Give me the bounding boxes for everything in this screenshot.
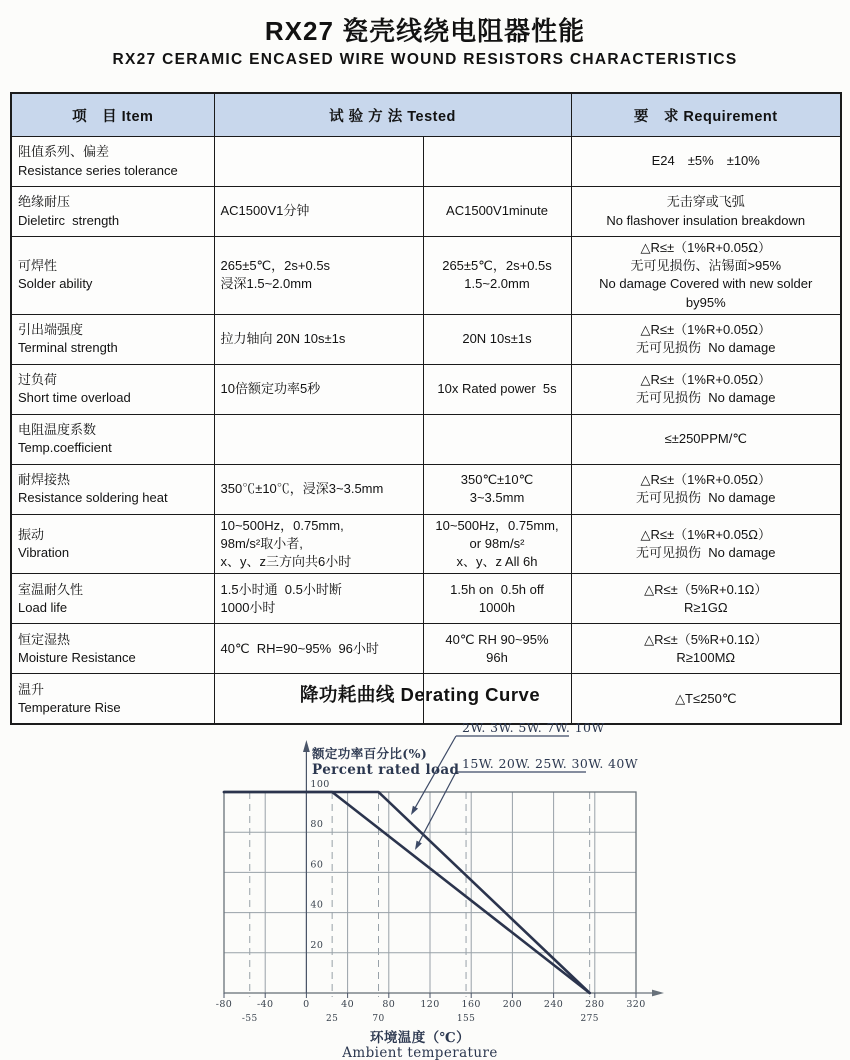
cell-line: 350℃±10℃	[460, 472, 534, 488]
x-axis-title-cn: 环境温度（℃）	[370, 1030, 470, 1046]
y-tick-label: 20	[310, 939, 324, 951]
cell-line: 振动	[18, 526, 45, 542]
cell-line: 无可见损伤 No damage	[636, 340, 776, 356]
page-subtitle: RX27 CERAMIC ENCASED WIRE WOUND RESISTORS CHARACTERISTICS	[112, 51, 738, 68]
cell-line: △R≤±（1%R+0.05Ω）	[640, 372, 771, 388]
derating-curve-line	[224, 792, 590, 993]
y-axis-arrow-icon	[303, 740, 310, 752]
cell-line: 耐焊接热	[18, 472, 71, 488]
page-title: RX27 瓷壳线绕电阻器性能	[264, 16, 586, 46]
table-row	[11, 187, 841, 237]
requirement-cell	[571, 624, 841, 674]
x-tick-label: 80	[382, 999, 396, 1010]
cell-line: △R≤±（5%R+0.1Ω）	[644, 631, 768, 647]
chart-title: 降功耗曲线 Derating Curve	[299, 684, 541, 705]
cell-line: 265±5℃，2s+0.5s	[220, 258, 331, 274]
cell-line: 阻值系列、偏差	[18, 144, 110, 160]
table-row	[11, 137, 841, 187]
item-cell	[11, 464, 214, 514]
item-cell	[11, 514, 214, 574]
cell-line: or 98m/s²	[469, 535, 525, 551]
cell-line: x、y、z三方向共6小时	[220, 554, 352, 570]
requirement-cell	[571, 137, 841, 187]
item-cell	[11, 237, 214, 315]
cell-line: 3~3.5mm	[469, 490, 525, 506]
derating-curve-chart	[180, 712, 680, 1060]
requirement-cell	[571, 364, 841, 414]
requirement-cell	[571, 187, 841, 237]
item-cell	[11, 364, 214, 414]
cell-line: E24 ±5% ±10%	[651, 153, 760, 169]
cell-line: 恒定湿热	[18, 631, 71, 647]
table-header-row	[11, 93, 841, 137]
cell-line: 1.5小时通 0.5小时断	[220, 581, 342, 597]
y-tick-label: 100	[310, 779, 330, 790]
cell-line: 温升	[18, 681, 45, 697]
table-row	[11, 624, 841, 674]
col-header-item: 项 目 Item	[11, 93, 214, 137]
cell-line: 电阻温度系数	[18, 422, 97, 438]
x-tick-label: 40	[341, 999, 355, 1010]
requirement-cell	[571, 464, 841, 514]
x-tick-label: 0	[303, 999, 310, 1010]
legend-leader-line	[418, 772, 456, 844]
method-en-cell	[423, 414, 571, 464]
cell-line: 1.5~2.0mm	[464, 276, 530, 292]
cell-line: Short time overload	[18, 390, 131, 406]
x-axis-arrow-icon	[652, 990, 664, 997]
method-en-cell	[423, 314, 571, 364]
cell-line: 可焊性	[18, 258, 58, 274]
table-row	[11, 574, 841, 624]
cell-line: 无可见损伤 No damage	[636, 545, 776, 561]
table-row	[11, 237, 841, 315]
table-row	[11, 414, 841, 464]
method-cn-cell	[214, 574, 423, 624]
col-header-requirement: 要 求 Requirement	[571, 93, 841, 137]
y-tick-label: 60	[310, 859, 324, 871]
method-cn-cell	[214, 137, 423, 187]
cell-line: No flashover insulation breakdown	[606, 212, 806, 228]
cell-line: R≥100MΩ	[676, 649, 736, 665]
x-tick-label: -80	[215, 999, 233, 1010]
requirement-cell	[571, 314, 841, 364]
cell-line: x、y、z All 6h	[456, 554, 538, 570]
y-tick-label: 40	[310, 899, 324, 911]
cell-line: Load life	[18, 599, 68, 615]
cell-line: R≥1GΩ	[683, 599, 728, 615]
table-row	[11, 464, 841, 514]
item-cell	[11, 314, 214, 364]
method-en-cell	[423, 624, 571, 674]
cell-line: 10x Rated power 5s	[437, 381, 557, 397]
cell-line: ≤±250PPM/℃	[664, 431, 747, 447]
cell-line: △R≤±（1%R+0.05Ω）	[640, 472, 771, 488]
item-cell	[11, 624, 214, 674]
y-tick-label: 80	[310, 819, 324, 831]
col-header-tested: 试 验 方 法 Tested	[214, 93, 571, 137]
item-cell	[11, 187, 214, 237]
cell-line: △R≤±（5%R+0.1Ω）	[644, 581, 768, 597]
method-en-cell	[423, 187, 571, 237]
x-tick-label: 160	[461, 999, 481, 1010]
cell-line: 10~500Hz，0.75mm,	[435, 517, 559, 533]
x-tick-label: 240	[543, 999, 564, 1010]
item-cell	[11, 137, 214, 187]
cell-line: 1000小时	[220, 599, 276, 615]
cell-line: 拉力轴向 20N 10s±1s	[220, 331, 346, 347]
method-cn-cell	[214, 187, 423, 237]
method-cn-cell	[214, 237, 423, 315]
method-en-cell	[423, 364, 571, 414]
cell-line: Resistance series tolerance	[18, 162, 178, 178]
method-en-cell	[423, 464, 571, 514]
cell-line: 无击穿或飞弧	[666, 194, 745, 210]
cell-line: AC1500V1分钟	[220, 203, 310, 219]
method-en-cell	[423, 574, 571, 624]
cell-line: Solder ability	[18, 276, 93, 292]
x-tick-label: 320	[626, 999, 646, 1010]
cell-line: 96h	[486, 649, 508, 665]
cell-line: △R≤±（1%R+0.05Ω）	[640, 240, 771, 255]
method-cn-cell	[214, 364, 423, 414]
method-cn-cell	[214, 514, 423, 574]
cell-line: Resistance soldering heat	[18, 490, 168, 506]
cell-line: 浸深1.5~2.0mm	[220, 276, 312, 292]
x-tick-label: -40	[256, 999, 274, 1010]
requirement-cell	[571, 514, 841, 574]
requirement-cell	[571, 237, 841, 315]
cell-line: △T≤250℃	[675, 690, 737, 706]
cell-line: Vibration	[18, 545, 70, 561]
x-secondary-tick-label: 155	[456, 1014, 476, 1024]
cell-line: 1.5h on 0.5h off	[450, 581, 544, 597]
method-en-cell	[423, 137, 571, 187]
cell-line: 无可见损伤 No damage	[636, 490, 776, 506]
x-secondary-tick-label: 275	[580, 1014, 599, 1024]
cell-line: Dieletirc strength	[18, 212, 120, 228]
cell-line: 40℃ RH=90~95% 96小时	[220, 640, 379, 656]
cell-line: △R≤±（1%R+0.05Ω）	[640, 322, 771, 338]
legend-arrow-icon	[415, 841, 422, 850]
cell-line: 98m/s²取小者,	[220, 535, 303, 551]
cell-line: No damage Covered with new solder by95%	[599, 276, 816, 310]
cell-line: Temp.coefficient	[18, 440, 112, 456]
cell-line: 无可见损伤、沾锡面>95%	[630, 258, 782, 274]
cell-line: Terminal strength	[18, 340, 118, 356]
legend-arrow-icon	[411, 806, 418, 815]
method-en-cell	[423, 237, 571, 315]
x-secondary-tick-label: 25	[326, 1014, 339, 1024]
requirement-cell	[571, 574, 841, 624]
legend-label: 2W. 3W. 5W. 7W. 10W	[462, 720, 605, 735]
table-row	[11, 314, 841, 364]
cell-line: Temperature Rise	[18, 699, 121, 715]
x-tick-label: 280	[585, 999, 605, 1010]
cell-line: 引出端强度	[18, 322, 84, 338]
cell-line: 10~500Hz，0.75mm,	[220, 517, 344, 533]
cell-line: 无可见损伤 No damage	[636, 390, 776, 406]
x-tick-label: 120	[420, 999, 440, 1010]
cell-line: 室温耐久性	[18, 581, 84, 597]
method-cn-cell	[214, 414, 423, 464]
x-axis-title-en: Ambient temperature	[342, 1045, 498, 1060]
derating-curve-line	[224, 792, 590, 993]
cell-line: 过负荷	[18, 372, 58, 388]
x-tick-label: 200	[502, 999, 523, 1010]
method-cn-cell	[214, 624, 423, 674]
x-secondary-tick-label: -55	[241, 1014, 258, 1024]
x-secondary-tick-label: 70	[372, 1014, 385, 1024]
method-cn-cell	[214, 464, 423, 514]
item-cell	[11, 574, 214, 624]
cell-line: AC1500V1minute	[446, 203, 548, 219]
table-row	[11, 514, 841, 574]
cell-line: 40℃ RH 90~95%	[445, 631, 549, 647]
table-row	[11, 364, 841, 414]
cell-line: △R≤±（1%R+0.05Ω）	[640, 526, 771, 542]
cell-line: 350℃±10℃，浸深3~3.5mm	[220, 481, 384, 497]
method-cn-cell	[214, 314, 423, 364]
y-axis-title-en: Percent rated load	[312, 762, 460, 778]
cell-line: 10倍额定功率5秒	[220, 381, 321, 397]
cell-line: Moisture Resistance	[18, 649, 136, 665]
cell-line: 20N 10s±1s	[462, 331, 532, 347]
cell-line: 绝缘耐压	[18, 194, 71, 210]
y-axis-title-cn: 额定功率百分比(%)	[312, 746, 428, 761]
method-en-cell	[423, 514, 571, 574]
item-cell	[11, 414, 214, 464]
characteristics-table	[10, 92, 842, 725]
legend-label: 15W. 20W. 25W. 30W. 40W	[462, 756, 639, 771]
cell-line: 1000h	[478, 599, 516, 615]
cell-line: 265±5℃，2s+0.5s	[442, 258, 552, 274]
requirement-cell	[571, 414, 841, 464]
